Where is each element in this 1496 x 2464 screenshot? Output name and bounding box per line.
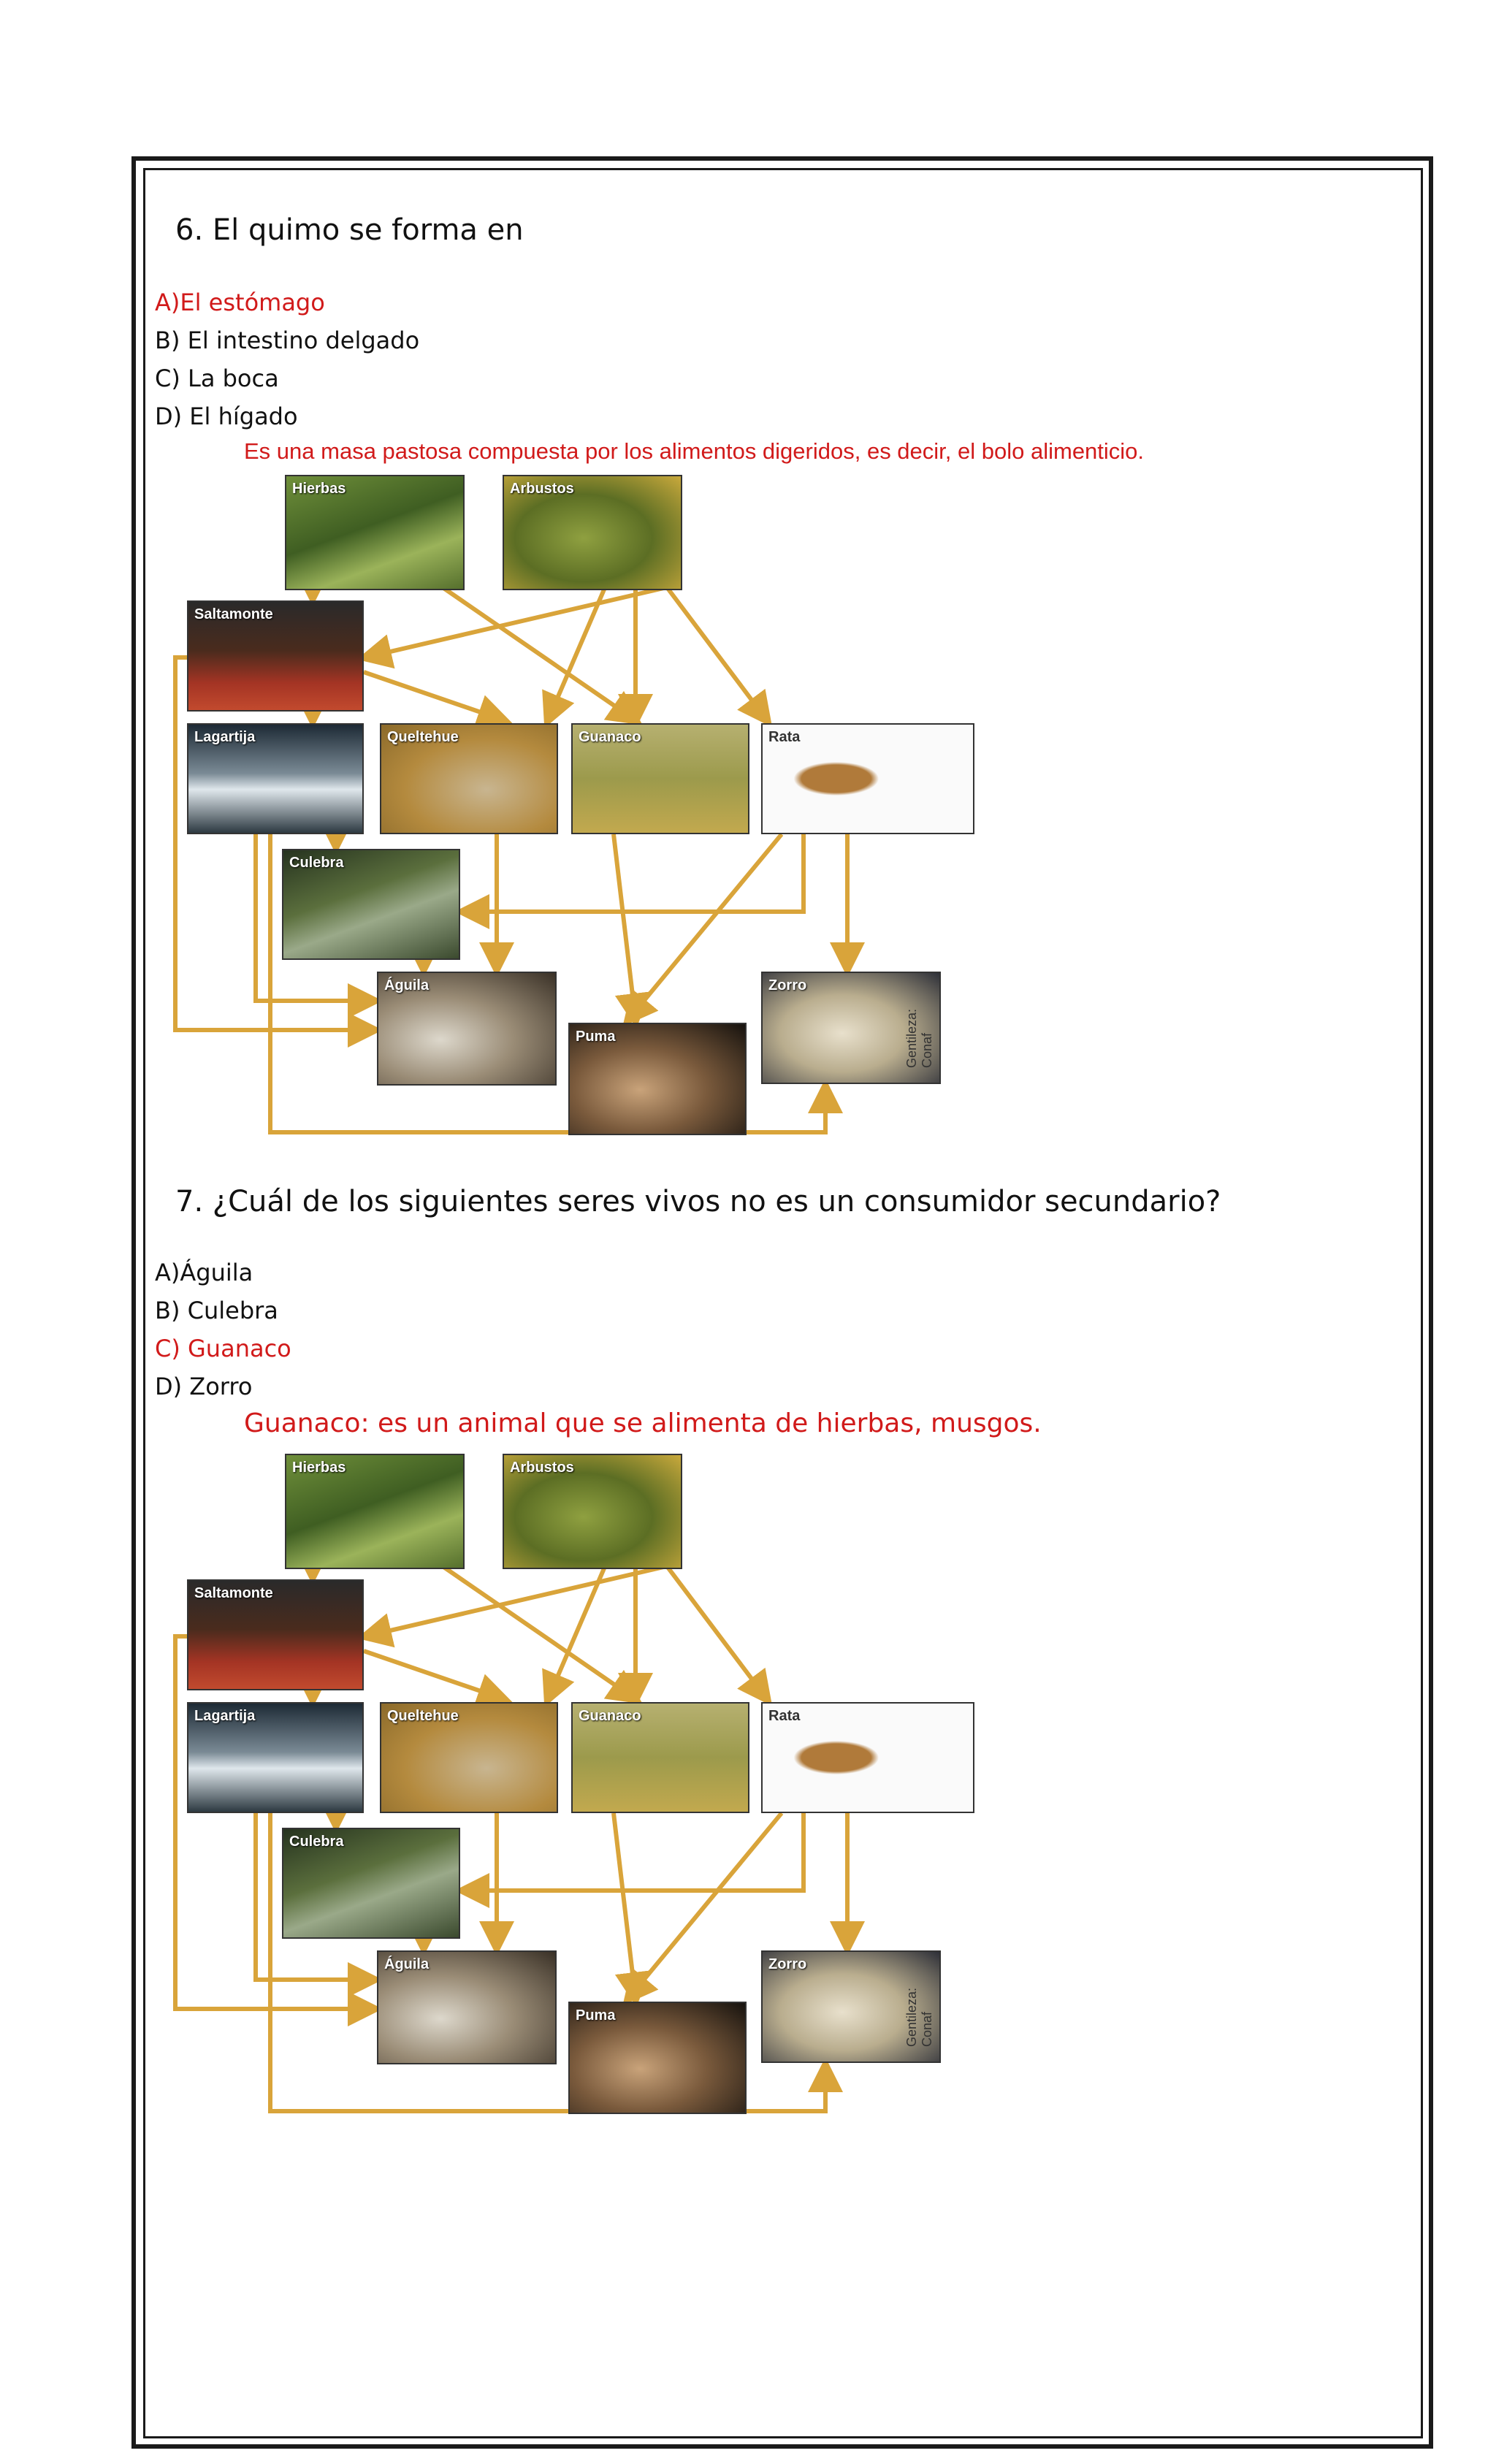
arbustos-photo [503, 475, 682, 590]
arbustos-photo [503, 1454, 682, 1569]
q7-option-b: B) Culebra [155, 1297, 278, 1324]
hierbas-label: Hierbas [292, 1460, 346, 1476]
queltehue-photo [380, 1702, 558, 1813]
hierbas-photo [285, 475, 465, 590]
q6-option-d: D) El hígado [155, 403, 298, 430]
culebra-label: Culebra [289, 855, 344, 871]
hierbas-label: Hierbas [292, 481, 346, 497]
q6-option-a: A)El estómago [155, 289, 325, 316]
zorro-label: Zorro [768, 1956, 807, 1972]
saltamonte-label: Saltamonte [194, 606, 273, 622]
zorro-photo [761, 1950, 941, 2063]
food-web-arrow [614, 1813, 636, 1999]
q7-option-d: D) Zorro [155, 1373, 253, 1400]
queltehue-label: Queltehue [387, 1708, 459, 1724]
saltamonte-label: Saltamonte [194, 1585, 273, 1601]
q7-option-a: A)Águila [155, 1259, 253, 1286]
question-7-title: 7. ¿Cuál de los siguientes seres vivos no es un consumidor secundario? [175, 1185, 1221, 1218]
q6-option-c: C) La boca [155, 365, 279, 392]
food-web-arrow [628, 1813, 782, 1999]
culebra-photo [282, 849, 460, 960]
food-web-arrow [438, 1563, 636, 1699]
puma-label: Puma [576, 2007, 616, 2024]
culebra-photo [282, 1828, 460, 1939]
food-web-arrow [463, 1813, 804, 1891]
rata-label: Rata [768, 729, 801, 745]
zorro-label: Zorro [768, 977, 807, 993]
saltamonte-photo [187, 600, 364, 712]
arbustos-label: Arbustos [510, 1460, 574, 1476]
food-web-arrow [463, 834, 804, 912]
food-web-arrow [364, 1651, 504, 1699]
food-web-arrow [628, 834, 782, 1020]
question-6-title: 6. El quimo se forma en [175, 213, 524, 247]
zorro-photo [761, 972, 941, 1084]
guanaco-label: Guanaco [579, 729, 641, 745]
rata-photo [761, 1702, 974, 1813]
food-web-diagram-1 [168, 475, 1001, 1147]
puma-photo [568, 1023, 747, 1135]
arbustos-label: Arbustos [510, 481, 574, 497]
rata-label: Rata [768, 1708, 801, 1724]
hierbas-photo [285, 1454, 465, 1569]
aguila-label: Águila [384, 1956, 430, 1972]
aguila-photo [377, 1950, 557, 2064]
saltamonte-photo [187, 1579, 364, 1690]
food-web-arrow [665, 1563, 767, 1699]
food-web-diagram-2 [168, 1454, 1001, 2126]
lagartija-photo [187, 723, 364, 834]
food-web-arrow [175, 657, 374, 1030]
lagartija-label: Lagartija [194, 729, 256, 745]
puma-label: Puma [576, 1029, 616, 1045]
puma-photo [568, 2002, 747, 2114]
culebra-label: Culebra [289, 1834, 344, 1850]
guanaco-label: Guanaco [579, 1708, 641, 1724]
food-web-arrow [548, 584, 606, 720]
food-web-arrow [614, 834, 636, 1020]
guanaco-photo [571, 723, 749, 834]
q6-option-b: B) El intestino delgado [155, 327, 420, 354]
food-web-arrow [175, 1636, 374, 2009]
food-web-arrow [438, 584, 636, 720]
rata-photo [761, 723, 974, 834]
food-web-arrow [364, 672, 504, 720]
food-web-arrow [365, 1563, 679, 1636]
q7-option-c: C) Guanaco [155, 1335, 291, 1362]
photo-credit: Gentileza: Conaf [904, 1008, 934, 1068]
q6-explanation: Es una masa pastosa compuesta por los alimentos digeridos, es decir, el bolo alimenticio. [244, 438, 1145, 464]
queltehue-label: Queltehue [387, 729, 459, 745]
guanaco-photo [571, 1702, 749, 1813]
lagartija-label: Lagartija [194, 1708, 256, 1724]
food-web-arrow [365, 584, 679, 657]
food-web-arrow [665, 584, 767, 720]
photo-credit: Gentileza: Conaf [904, 1987, 934, 2047]
aguila-photo [377, 972, 557, 1086]
aguila-label: Águila [384, 977, 430, 993]
food-web-arrow [548, 1563, 606, 1699]
q7-explanation: Guanaco: es un animal que se alimenta de hierbas, musgos. [244, 1408, 1042, 1438]
lagartija-photo [187, 1702, 364, 1813]
queltehue-photo [380, 723, 558, 834]
